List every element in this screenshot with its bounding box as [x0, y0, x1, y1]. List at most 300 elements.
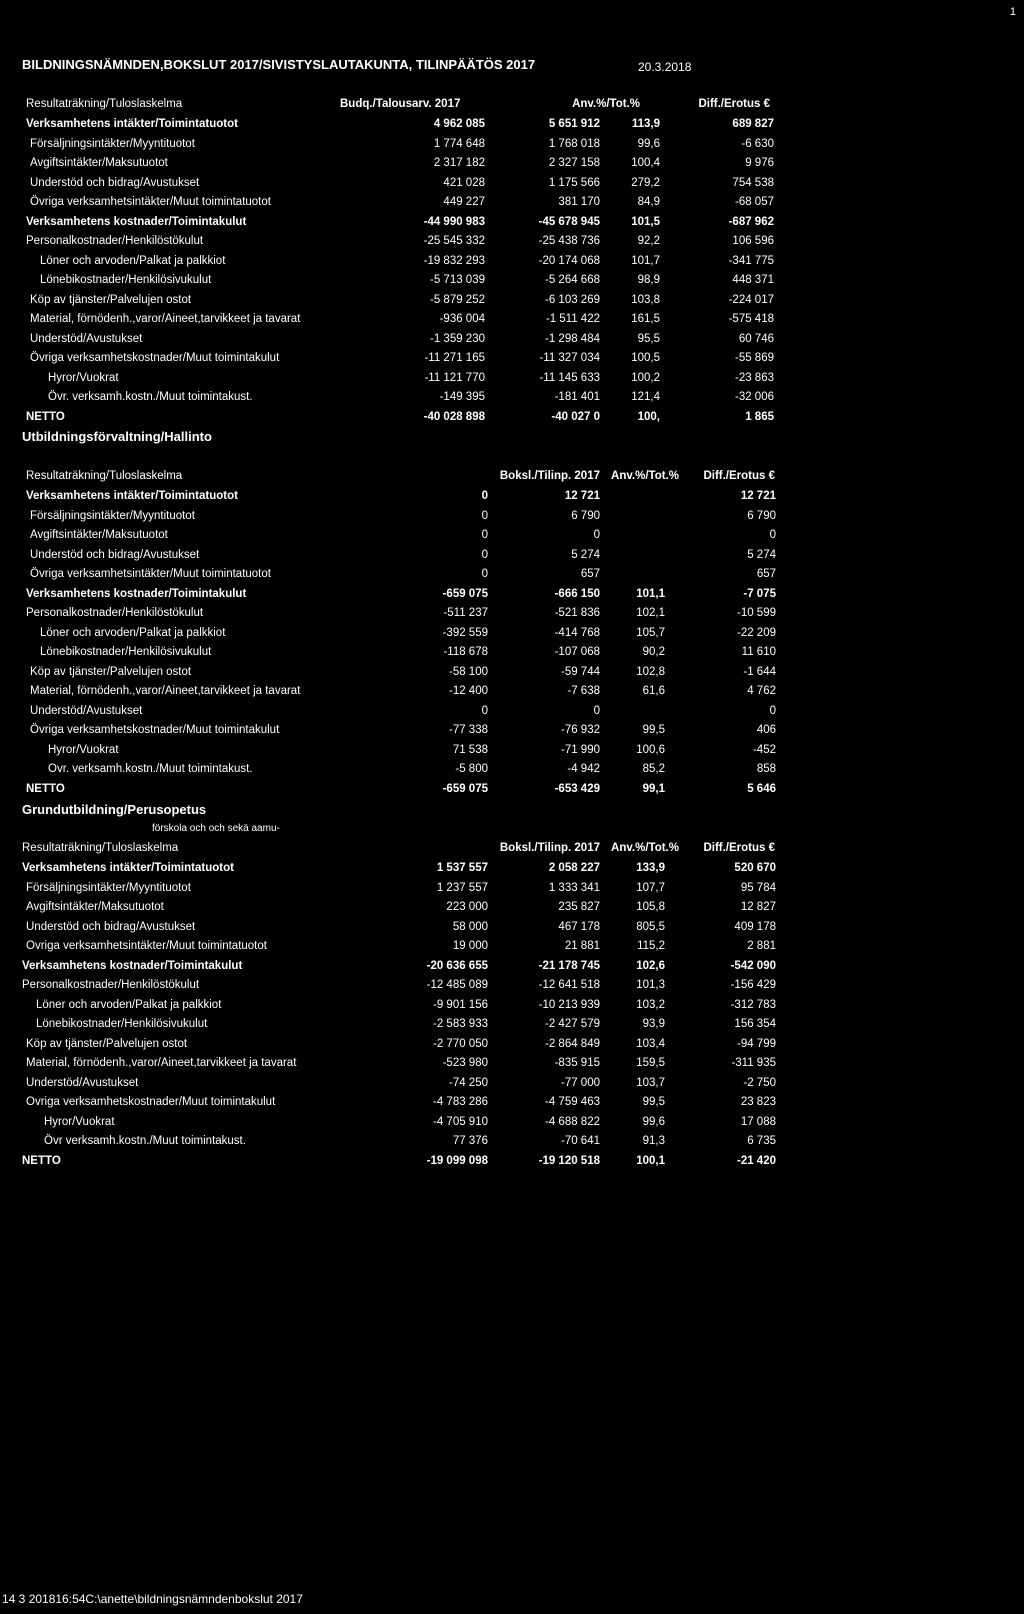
usage-pct-cell: 99,6 [642, 1115, 665, 1128]
row-label: Övr. verksamh.kostn./Muut toimintakust. [48, 391, 253, 403]
actual-cell: -59 744 [560, 665, 600, 678]
table-row [0, 549, 1024, 567]
usage-pct-cell: 279,2 [631, 176, 660, 189]
diff-cell: 0 [769, 704, 776, 717]
diff-cell: 5 274 [747, 548, 776, 561]
budget-cell: -11 271 165 [424, 352, 485, 364]
usage-pct-cell: 161,5 [631, 313, 660, 325]
header-diff: Diff./Erotus € [703, 470, 775, 482]
usage-pct-cell: 98,9 [637, 274, 660, 286]
budget-cell: -40 028 898 [423, 410, 485, 423]
budget-cell: 1 237 557 [436, 881, 488, 894]
header-label: Resultaträkning/Tuloslaskelma [22, 842, 179, 854]
budget-cell: -77 338 [448, 724, 488, 736]
usage-pct-cell: 133,9 [636, 862, 665, 874]
table-row [0, 352, 1024, 370]
diff-cell: -341 775 [728, 254, 774, 267]
table-row [0, 490, 1024, 508]
table-row [0, 666, 1024, 684]
row-label: Avgiftsintäkter/Maksutuotot [30, 529, 168, 541]
row-label: Personalkostnader/Henkilöstökulut [26, 607, 204, 619]
row-label: Verksamhetens kostnader/Toimintakulut [26, 587, 247, 600]
actual-cell: -25 438 736 [538, 235, 600, 247]
table-row [0, 333, 1024, 351]
row-label: Köp av tjänster/Palvelujen ostot [30, 293, 192, 306]
actual-cell: 6 790 [571, 509, 600, 522]
budget-cell: 223 000 [446, 901, 488, 913]
table-row [0, 744, 1024, 762]
actual-cell: 467 178 [558, 920, 600, 933]
usage-pct-cell: 113,9 [631, 118, 660, 130]
budget-cell: -12 485 089 [426, 979, 488, 991]
table-row [0, 685, 1024, 703]
budget-cell: 77 376 [452, 1135, 488, 1147]
diff-cell: -1 644 [743, 665, 776, 678]
diff-cell: 406 [756, 724, 776, 736]
table-row [0, 588, 1024, 606]
budget-cell: 2 317 182 [433, 157, 485, 169]
usage-pct-cell: 115,2 [637, 940, 665, 952]
actual-cell: -11 145 633 [539, 371, 600, 384]
row-label: Lönebikostnader/Henkilösivukulut [40, 646, 212, 658]
table-row [0, 196, 1024, 214]
row-label: Material, förnödenh.,varor/Aineet,tarvikkeet ja tavarat [30, 313, 301, 325]
usage-pct-cell: 84,9 [637, 196, 660, 208]
row-label: Löner och arvoden/Palkat ja palkkiot [40, 626, 226, 639]
table-row [0, 1057, 1024, 1075]
row-label: Löner och arvoden/Palkat ja palkkiot [40, 254, 226, 267]
budget-cell: 19 000 [452, 940, 488, 952]
budget-cell: 4 962 085 [433, 118, 485, 130]
diff-cell: 156 354 [734, 1018, 776, 1030]
actual-cell: 21 881 [564, 940, 600, 952]
diff-cell: 12 827 [740, 901, 776, 913]
diff-cell: -10 599 [736, 607, 776, 619]
diff-cell: 23 823 [740, 1096, 776, 1108]
table-row [0, 940, 1024, 958]
diff-cell: 106 596 [732, 235, 774, 247]
diff-cell: 4 762 [747, 685, 776, 697]
usage-pct-cell: 100,5 [631, 352, 660, 364]
usage-pct-cell: 100,6 [636, 743, 665, 756]
diff-cell: 9 976 [745, 157, 774, 169]
usage-pct-cell: 159,5 [636, 1057, 665, 1069]
diff-cell: -156 429 [730, 979, 776, 991]
actual-cell: 12 721 [564, 490, 600, 502]
usage-pct-cell: 101,1 [636, 587, 665, 600]
actual-cell: -4 759 463 [545, 1096, 600, 1108]
row-label: Hyror/Vuokrat [48, 743, 119, 756]
row-label: Ovriga verksamhetsintäkter/Muut toimintatuotot [26, 940, 267, 952]
actual-cell: -4 942 [567, 763, 600, 775]
usage-pct-cell: 102,6 [636, 959, 665, 972]
row-label: NETTO [26, 410, 65, 423]
budget-cell: -659 075 [442, 782, 488, 795]
budget-cell: 1 774 648 [433, 137, 485, 150]
actual-cell: -653 429 [554, 782, 600, 795]
diff-cell: 6 735 [747, 1135, 776, 1147]
table-row [0, 177, 1024, 195]
table-row [0, 763, 1024, 781]
actual-cell: -19 120 518 [538, 1154, 600, 1167]
budget-cell: 0 [481, 704, 488, 717]
header-label: Resultaträkning/Tuloslaskelma [26, 98, 183, 110]
actual-cell: -20 174 068 [538, 254, 600, 267]
actual-cell: -12 641 518 [538, 979, 600, 991]
budget-cell: -19 099 098 [426, 1154, 488, 1167]
table-row [0, 391, 1024, 409]
diff-cell: 858 [756, 763, 776, 775]
budget-cell: 0 [481, 568, 488, 580]
diff-cell: 95 784 [740, 881, 776, 894]
budget-cell: -9 901 156 [433, 998, 488, 1011]
diff-cell: -21 420 [736, 1154, 776, 1167]
actual-cell: 235 827 [558, 901, 600, 913]
actual-cell: -77 000 [560, 1076, 600, 1089]
row-label: Verksamhetens kostnader/Toimintakulut [22, 959, 243, 972]
netto-row [0, 783, 1024, 801]
table-row [0, 568, 1024, 586]
section-subtitle: förskola och och sekä aamu- [152, 823, 280, 834]
budget-cell: 0 [481, 490, 488, 502]
usage-pct-cell: 101,5 [631, 215, 660, 228]
table-row [0, 118, 1024, 136]
row-label: Verksamhetens kostnader/Toimintakulut [26, 215, 247, 228]
actual-cell: 2 327 158 [548, 157, 600, 169]
actual-cell: -7 638 [567, 685, 600, 697]
budget-cell: -936 004 [439, 313, 485, 325]
budget-cell: -11 121 770 [424, 371, 485, 384]
diff-cell: -32 006 [734, 391, 774, 403]
budget-cell: -58 100 [448, 665, 488, 678]
usage-pct-cell: 102,1 [636, 607, 665, 619]
header-usage-pct: Anv.%/Tot.% [572, 98, 640, 110]
diff-cell: -94 799 [736, 1037, 776, 1050]
table-row [0, 294, 1024, 312]
budget-cell: -19 832 293 [423, 254, 485, 267]
diff-cell: -23 863 [734, 371, 774, 384]
netto-row [0, 411, 1024, 429]
row-label: Understöd/Avustukset [30, 332, 143, 345]
row-label: Övr verksamh.kostn./Muut toimintakust. [44, 1135, 246, 1147]
diff-cell: -2 750 [743, 1076, 776, 1089]
row-label: Köp av tjänster/Palvelujen ostot [26, 1037, 188, 1050]
actual-cell: -4 688 822 [545, 1115, 600, 1128]
diff-cell: 689 827 [732, 118, 774, 130]
actual-cell: -2 864 849 [545, 1037, 600, 1050]
row-label: Ovriga verksamhetskostnader/Muut toimintakulut [26, 1096, 276, 1108]
row-label: Understöd och bidrag/Avustukset [30, 176, 200, 189]
usage-pct-cell: 99,5 [642, 724, 665, 736]
diff-cell: -7 075 [743, 587, 776, 600]
diff-cell: 448 371 [732, 274, 774, 286]
budget-cell: -149 395 [439, 391, 485, 403]
actual-cell: 657 [580, 568, 600, 580]
row-label: Övriga verksamhetskostnader/Muut toimintakulut [30, 724, 280, 736]
diff-cell: -68 057 [734, 196, 774, 208]
table-row [0, 255, 1024, 273]
usage-pct-cell: 101,3 [636, 979, 665, 991]
diff-cell: 6 790 [747, 509, 776, 522]
diff-cell: 1 865 [745, 410, 774, 423]
actual-cell: -1 298 484 [545, 332, 600, 345]
actual-cell: -45 678 945 [538, 215, 600, 228]
actual-cell: -40 027 0 [551, 410, 600, 423]
diff-cell: -312 783 [730, 998, 776, 1011]
row-label: NETTO [22, 1154, 61, 1167]
row-label: Personalkostnader/Henkilöstökulut [26, 235, 204, 247]
actual-cell: -181 401 [554, 391, 600, 403]
budget-cell: -523 980 [442, 1057, 488, 1069]
table-row [0, 724, 1024, 742]
header-actual: Boksl./Tilinp. 2017 [499, 842, 600, 854]
usage-pct-cell: 91,3 [642, 1135, 665, 1147]
header-usage-pct: Anv.%/Tot.% [611, 470, 679, 482]
table-row [0, 882, 1024, 900]
table-row [0, 646, 1024, 664]
actual-cell: 5 274 [571, 548, 600, 561]
diff-cell: -575 418 [728, 313, 774, 325]
row-label: Ovr. verksamh.kostn./Muut toimintakust. [48, 763, 253, 775]
budget-cell: 0 [481, 529, 488, 541]
usage-pct-cell: 105,8 [636, 901, 665, 913]
table-header [0, 98, 1024, 116]
actual-cell: 1 333 341 [548, 881, 600, 894]
budget-cell: -5 879 252 [430, 293, 485, 306]
row-label: Understöd/Avustukset [30, 704, 143, 717]
row-label: Verksamhetens intäkter/Toimintatuotot [26, 118, 238, 130]
row-label: Understöd och bidrag/Avustukset [30, 548, 200, 561]
header-actual: Boksl./Tilinp. 2017 [499, 470, 600, 482]
diff-cell: -22 209 [736, 626, 776, 639]
row-label: Material, förnödenh.,varor/Aineet,tarvikkeet ja tavarat [26, 1057, 297, 1069]
usage-pct-cell: 99,6 [637, 137, 660, 150]
row-label: Löner och arvoden/Palkat ja palkkiot [36, 998, 222, 1011]
actual-cell: 1 175 566 [548, 176, 600, 189]
table-row [0, 1038, 1024, 1056]
table-row [0, 216, 1024, 234]
page-number: 1 [1009, 6, 1016, 18]
table-row [0, 901, 1024, 919]
row-label: Understöd och bidrag/Avustukset [26, 920, 196, 933]
actual-cell: -835 915 [554, 1057, 600, 1069]
budget-cell: -4 783 286 [433, 1096, 488, 1108]
header-budget: Budq./Talousarv. 2017 [340, 98, 461, 110]
table-row [0, 235, 1024, 253]
table-row [0, 999, 1024, 1017]
actual-cell: -666 150 [554, 587, 600, 600]
budget-cell: 449 227 [443, 196, 485, 208]
row-label: Försäljningsintäkter/Myyntituotot [30, 509, 195, 522]
table-row [0, 1135, 1024, 1153]
document-date: 20.3.2018 [638, 60, 692, 74]
diff-cell: 5 646 [747, 782, 776, 795]
usage-pct-cell: 103,8 [631, 293, 660, 306]
table-row [0, 1077, 1024, 1095]
row-label: Avgiftsintäkter/Maksutuotot [26, 901, 164, 913]
actual-cell: 0 [593, 704, 600, 717]
table-row [0, 313, 1024, 331]
diff-cell: -452 [752, 743, 776, 756]
budget-cell: -4 705 910 [433, 1115, 488, 1128]
usage-pct-cell: 85,2 [642, 763, 665, 775]
actual-cell: 2 058 227 [548, 862, 600, 874]
row-label: Verksamhetens intäkter/Toimintatuotot [26, 490, 238, 502]
usage-pct-cell: 103,7 [636, 1076, 665, 1089]
budget-cell: -74 250 [448, 1076, 488, 1089]
table-row [0, 960, 1024, 978]
usage-pct-cell: 92,2 [637, 235, 660, 247]
table-header [0, 470, 1024, 488]
actual-cell: -1 511 422 [545, 313, 600, 325]
usage-pct-cell: 805,5 [636, 920, 665, 933]
diff-cell: 12 721 [740, 490, 776, 502]
usage-pct-cell: 103,4 [636, 1037, 665, 1050]
netto-row [0, 1155, 1024, 1173]
row-label: Lönebikostnader/Henkilösivukulut [40, 274, 212, 286]
budget-cell: -392 559 [442, 626, 488, 639]
document-title: BILDNINGSNÄMNDEN,BOKSLUT 2017/SIVISTYSLAUTAKUNTA, TILINPÄÄTÖS 2017 [22, 57, 536, 72]
table-row [0, 607, 1024, 625]
usage-pct-cell: 121,4 [631, 391, 660, 403]
usage-pct-cell: 93,9 [642, 1018, 665, 1030]
budget-cell: -5 713 039 [430, 274, 485, 286]
actual-cell: 1 768 018 [548, 137, 600, 150]
usage-pct-cell: 95,5 [637, 332, 660, 345]
row-label: Köp av tjänster/Palvelujen ostot [30, 665, 192, 678]
row-label: Avgiftsintäkter/Maksutuotot [30, 157, 168, 169]
table-row [0, 979, 1024, 997]
row-label: Lönebikostnader/Henkilösivukulut [36, 1018, 208, 1030]
row-label: Övriga verksamhetsintäkter/Muut toimintatuotot [30, 196, 271, 208]
budget-cell: -12 400 [448, 685, 488, 697]
budget-cell: 0 [481, 509, 488, 522]
budget-cell: 71 538 [452, 743, 488, 756]
actual-cell: -521 836 [554, 607, 600, 619]
table-row [0, 1018, 1024, 1036]
table-header [0, 842, 1024, 860]
usage-pct-cell: 99,1 [642, 782, 665, 795]
actual-cell: -71 990 [560, 743, 600, 756]
header-diff: Diff./Erotus € [698, 98, 770, 110]
diff-cell: 520 670 [734, 862, 776, 874]
row-label: Försäljningsintäkter/Myyntituotot [26, 881, 191, 894]
table-row [0, 705, 1024, 723]
actual-cell: 381 170 [558, 196, 600, 208]
actual-cell: -21 178 745 [538, 959, 600, 972]
footer-path: 14 3 201816:54C:\anette\bildningsnämndenbokslut 2017 [2, 1592, 303, 1606]
row-label: NETTO [26, 782, 65, 795]
actual-cell: -11 327 034 [539, 352, 600, 364]
diff-cell: 11 610 [741, 646, 776, 658]
row-label: Hyror/Vuokrat [48, 371, 119, 384]
usage-pct-cell: 61,6 [642, 685, 665, 697]
budget-cell: -2 583 933 [433, 1018, 488, 1030]
diff-cell: 60 746 [738, 332, 774, 345]
actual-cell: -2 427 579 [545, 1018, 600, 1030]
budget-cell: -2 770 050 [433, 1037, 488, 1050]
diff-cell: -687 962 [728, 215, 774, 228]
row-label: Övriga verksamhetskostnader/Muut toimintakulut [30, 352, 280, 364]
actual-cell: -107 068 [554, 646, 600, 658]
actual-cell: -10 213 939 [538, 998, 600, 1011]
table-row [0, 627, 1024, 645]
row-label: Verksamhetens intäkter/Toimintatuotot [22, 862, 234, 874]
usage-pct-cell: 100,1 [636, 1154, 665, 1167]
usage-pct-cell: 101,7 [631, 254, 660, 267]
row-label: Material, förnödenh.,varor/Aineet,tarvikkeet ja tavarat [30, 685, 301, 697]
usage-pct-cell: 103,2 [636, 998, 665, 1011]
diff-cell: 2 881 [747, 940, 776, 952]
budget-cell: -20 636 655 [426, 959, 488, 972]
table-row [0, 921, 1024, 939]
diff-cell: -542 090 [730, 959, 776, 972]
diff-cell: -6 630 [741, 137, 774, 150]
section-title-perusopetus: Grundutbildning/Perusopetus [22, 802, 207, 817]
table-row [0, 510, 1024, 528]
budget-cell: -25 545 332 [423, 235, 485, 247]
budget-cell: 58 000 [452, 920, 488, 933]
row-label: Personalkostnader/Henkilöstökulut [22, 979, 200, 991]
actual-cell: 5 651 912 [548, 118, 600, 130]
actual-cell: 0 [593, 529, 600, 541]
diff-cell: 0 [769, 529, 776, 541]
actual-cell: -414 768 [554, 626, 600, 639]
budget-cell: 421 028 [443, 176, 485, 189]
table-row [0, 862, 1024, 880]
budget-cell: -1 359 230 [430, 332, 485, 345]
row-label: Övriga verksamhetsintäkter/Muut toimintatuotot [30, 568, 271, 580]
diff-cell: -55 869 [734, 352, 774, 364]
row-label: Hyror/Vuokrat [44, 1115, 115, 1128]
usage-pct-cell: 107,7 [636, 881, 665, 894]
budget-cell: -118 678 [443, 646, 488, 658]
section-title-hallinto: Utbildningsförvaltning/Hallinto [22, 429, 212, 444]
usage-pct-cell: 105,7 [636, 626, 665, 639]
budget-cell: 1 537 557 [436, 862, 488, 874]
header-label: Resultaträkning/Tuloslaskelma [26, 470, 183, 482]
usage-pct-cell: 100,4 [631, 157, 660, 169]
diff-cell: -224 017 [728, 293, 774, 306]
header-diff: Diff./Erotus € [703, 842, 775, 854]
table-row [0, 529, 1024, 547]
usage-pct-cell: 90,2 [642, 646, 665, 658]
budget-cell: -5 800 [455, 763, 488, 775]
table-row [0, 274, 1024, 292]
diff-cell: 754 538 [732, 176, 774, 189]
header-usage-pct: Anv.%/Tot.% [611, 842, 679, 854]
diff-cell: 657 [756, 568, 776, 580]
diff-cell: -311 935 [731, 1057, 776, 1069]
usage-pct-cell: 100,2 [631, 371, 660, 384]
table-row [0, 138, 1024, 156]
row-label: Understöd/Avustukset [26, 1076, 139, 1089]
budget-cell: -511 237 [443, 607, 488, 619]
usage-pct-cell: 99,5 [642, 1096, 665, 1108]
budget-cell: -44 990 983 [423, 215, 485, 228]
table-row [0, 1096, 1024, 1114]
actual-cell: -70 641 [560, 1135, 600, 1147]
diff-cell: 409 178 [734, 920, 776, 933]
table-row [0, 157, 1024, 175]
table-row [0, 372, 1024, 390]
usage-pct-cell: 100, [637, 410, 660, 423]
actual-cell: -5 264 668 [545, 274, 600, 286]
table-row [0, 1116, 1024, 1134]
actual-cell: -76 932 [560, 724, 600, 736]
diff-cell: 17 088 [740, 1115, 776, 1128]
budget-cell: 0 [481, 548, 488, 561]
